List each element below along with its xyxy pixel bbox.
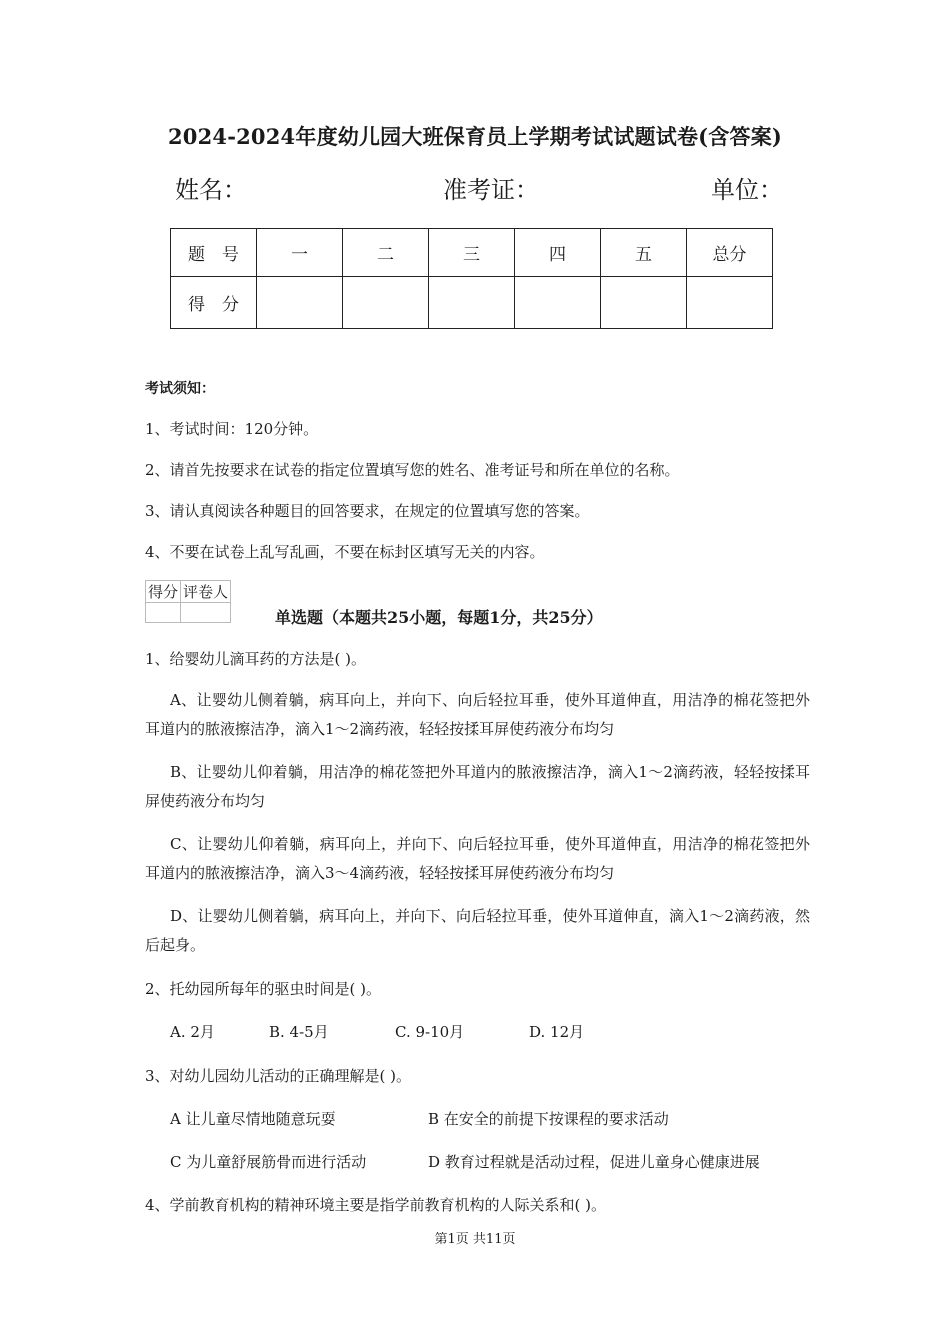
grader-score-cell[interactable] [146, 603, 181, 623]
question-3-option-d: D 教育过程就是活动过程，促进儿童身心健康进展 [428, 1153, 760, 1171]
score-header-2: 二 [343, 229, 429, 277]
question-4-stem: 4、学前教育机构的精神环境主要是指学前教育机构的人际关系和( )。 [145, 1196, 607, 1214]
score-row-label: 得 分 [171, 277, 257, 329]
question-3-stem: 3、对幼儿园幼儿活动的正确理解是( )。 [145, 1067, 412, 1085]
score-cell-1[interactable] [257, 277, 343, 329]
exam-title: 2024-2024年度幼儿园大班保育员上学期考试试题试卷(含答案) [167, 124, 783, 149]
page-footer: 第1页 共11页 [434, 1232, 516, 1247]
score-table-header-row [171, 229, 773, 277]
score-cell-5[interactable] [601, 277, 687, 329]
question-3-option-b: B 在安全的前提下按课程的要求活动 [428, 1110, 669, 1128]
score-header-1: 一 [257, 229, 343, 277]
question-2-stem: 2、托幼园所每年的驱虫时间是( )。 [145, 980, 382, 998]
grader-name-cell[interactable] [181, 603, 231, 623]
name-field-label: 姓名： [175, 176, 247, 204]
notice-item-4: 4、不要在试卷上乱写乱画，不要在标封区填写无关的内容。 [145, 543, 545, 561]
unit-field-label: 单位： [711, 176, 783, 204]
score-header-4: 四 [515, 229, 601, 277]
score-header-question-number: 题 号 [171, 229, 257, 277]
section-title: 单选题（本题共25小题，每题1分，共25分） [275, 608, 603, 627]
score-cell-4[interactable] [515, 277, 601, 329]
notice-item-2: 2、请首先按要求在试卷的指定位置填写您的姓名、准考证号和所在单位的名称。 [145, 461, 680, 479]
grader-score-label: 得分 [146, 581, 181, 603]
score-header-3: 三 [429, 229, 515, 277]
notice-heading: 考试须知： [145, 381, 215, 397]
score-table-score-row [171, 277, 773, 329]
score-cell-3[interactable] [429, 277, 515, 329]
question-1-option-d: D、让婴幼儿侧着躺，病耳向上，并向下、向后轻拉耳垂，使外耳道伸直，滴入1～2滴药液，然后起身。 [145, 907, 810, 954]
question-1-stem: 1、给婴幼儿滴耳药的方法是( )。 [145, 650, 367, 668]
question-3-option-a: A 让儿童尽情地随意玩耍 [170, 1110, 336, 1128]
question-1-option-c: C、让婴幼儿仰着躺，病耳向上，并向下、向后轻拉耳垂，使外耳道伸直，用洁净的棉花签把外耳道内的脓液擦洁净，滴入3～4滴药液，轻轻按揉耳屏使药液分布均匀 [145, 835, 810, 882]
score-cell-total[interactable] [687, 277, 773, 329]
grader-name-label: 评卷人 [181, 581, 231, 603]
notice-item-1: 1、考试时间：120分钟。 [145, 420, 319, 438]
question-2-option-c: C. 9-10月 [395, 1023, 465, 1041]
question-2-option-d: D. 12月 [529, 1023, 585, 1041]
question-1-option-a: A、让婴幼儿侧着躺，病耳向上，并向下、向后轻拉耳垂，使外耳道伸直，用洁净的棉花签把外耳道内的脓液擦洁净，滴入1～2滴药液，轻轻按揉耳屏使药液分布均匀 [145, 691, 810, 738]
grader-box [145, 580, 231, 623]
exam-number-field-label: 准考证： [443, 176, 539, 204]
question-2-option-a: A. 2月 [170, 1023, 215, 1041]
question-1-option-b: B、让婴幼儿仰着躺，用洁净的棉花签把外耳道内的脓液擦洁净，滴入1～2滴药液，轻轻按揉耳屏使药液分布均匀 [145, 763, 810, 810]
score-cell-2[interactable] [343, 277, 429, 329]
score-header-total: 总分 [687, 229, 773, 277]
question-2-option-b: B. 4-5月 [269, 1023, 329, 1041]
score-table [170, 228, 773, 329]
score-header-5: 五 [601, 229, 687, 277]
notice-item-3: 3、请认真阅读各种题目的回答要求，在规定的位置填写您的答案。 [145, 502, 590, 520]
question-3-option-c: C 为儿童舒展筋骨而进行活动 [170, 1153, 367, 1171]
